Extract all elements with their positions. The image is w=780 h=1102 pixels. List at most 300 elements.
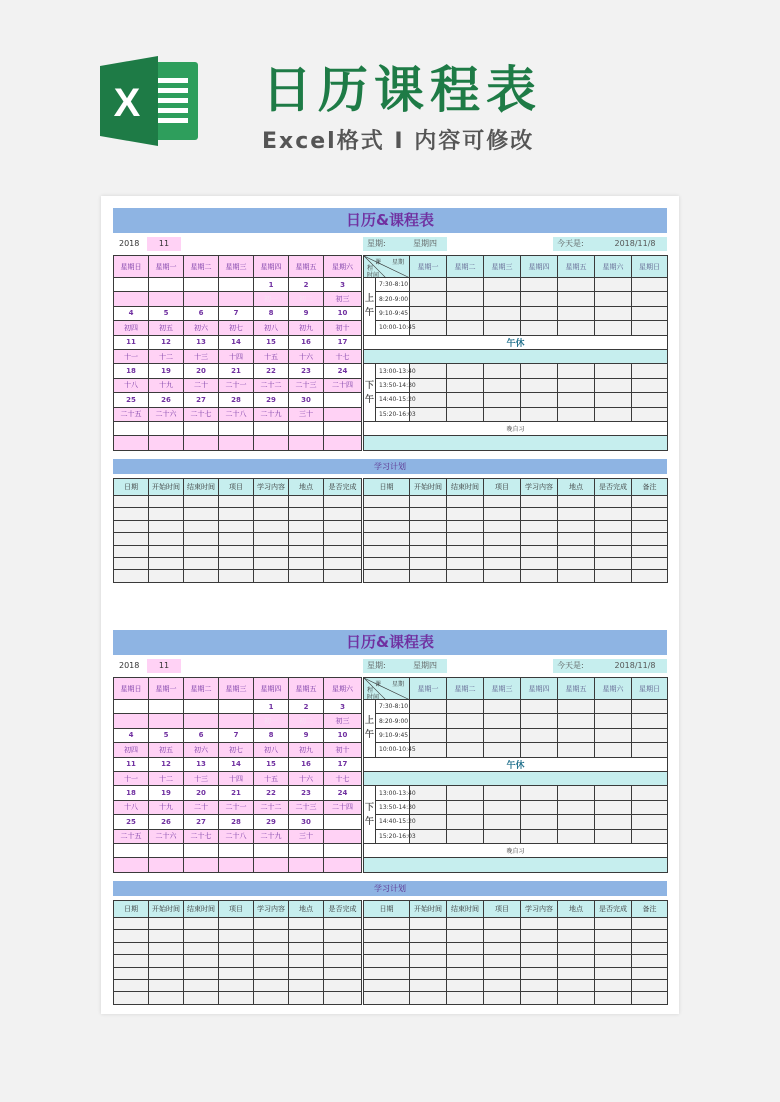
class-cell[interactable] (521, 815, 558, 829)
plan-cell[interactable] (364, 557, 410, 569)
plan-cell[interactable] (149, 557, 184, 569)
plan-cell[interactable] (521, 942, 558, 954)
class-cell[interactable] (484, 364, 521, 378)
plan-cell[interactable] (484, 508, 521, 520)
month-cell[interactable]: 11 (147, 659, 181, 673)
day-cell[interactable]: 27 (184, 815, 219, 829)
plan-cell[interactable] (410, 533, 447, 545)
day-cell[interactable]: 7 (219, 728, 254, 742)
plan-cell[interactable] (558, 508, 595, 520)
class-cell[interactable] (558, 743, 595, 757)
class-cell[interactable] (632, 278, 668, 292)
plan-cell[interactable] (595, 570, 632, 582)
year-cell[interactable]: 2018 (113, 659, 147, 673)
class-cell[interactable] (484, 728, 521, 742)
day-cell[interactable]: 9 (289, 728, 324, 742)
class-cell[interactable] (558, 786, 595, 800)
plan-cell[interactable] (324, 496, 362, 508)
day-cell[interactable] (324, 815, 362, 829)
class-cell[interactable] (558, 364, 595, 378)
plan-cell[interactable] (364, 520, 410, 532)
class-cell[interactable] (558, 292, 595, 306)
class-cell[interactable] (484, 714, 521, 728)
plan-cell[interactable] (219, 930, 254, 942)
class-cell[interactable] (521, 407, 558, 421)
day-cell[interactable]: 22 (254, 786, 289, 800)
plan-cell[interactable] (595, 520, 632, 532)
plan-cell[interactable] (324, 918, 362, 930)
plan-cell[interactable] (410, 955, 447, 967)
plan-cell[interactable] (114, 967, 149, 979)
class-cell[interactable] (484, 800, 521, 814)
plan-cell[interactable] (632, 496, 668, 508)
plan-cell[interactable] (149, 570, 184, 582)
plan-cell[interactable] (410, 520, 447, 532)
class-cell[interactable] (595, 800, 632, 814)
plan-cell[interactable] (184, 942, 219, 954)
plan-cell[interactable] (447, 557, 484, 569)
day-cell[interactable]: 20 (184, 786, 219, 800)
day-cell[interactable]: 10 (324, 728, 362, 742)
day-cell[interactable] (219, 700, 254, 714)
day-cell[interactable]: 18 (114, 786, 149, 800)
day-cell[interactable] (324, 843, 362, 857)
plan-cell[interactable] (219, 533, 254, 545)
plan-cell[interactable] (521, 955, 558, 967)
day-cell[interactable]: 28 (219, 815, 254, 829)
class-cell[interactable] (595, 714, 632, 728)
day-cell[interactable] (289, 421, 324, 435)
plan-cell[interactable] (149, 533, 184, 545)
plan-cell[interactable] (289, 533, 324, 545)
plan-cell[interactable] (114, 955, 149, 967)
day-cell[interactable]: 27 (184, 393, 219, 407)
day-cell[interactable]: 13 (184, 335, 219, 349)
plan-cell[interactable] (219, 967, 254, 979)
class-cell[interactable] (484, 700, 521, 714)
plan-cell[interactable] (364, 967, 410, 979)
class-cell[interactable] (632, 800, 668, 814)
day-cell[interactable]: 6 (184, 728, 219, 742)
class-cell[interactable] (632, 786, 668, 800)
class-cell[interactable] (447, 321, 484, 335)
plan-cell[interactable] (632, 930, 668, 942)
plan-cell[interactable] (558, 967, 595, 979)
day-cell[interactable]: 24 (324, 364, 362, 378)
day-cell[interactable] (324, 421, 362, 435)
plan-cell[interactable] (254, 557, 289, 569)
plan-cell[interactable] (484, 570, 521, 582)
plan-cell[interactable] (484, 967, 521, 979)
class-cell[interactable] (447, 728, 484, 742)
day-cell[interactable]: 26 (149, 393, 184, 407)
day-cell[interactable]: 21 (219, 786, 254, 800)
day-cell[interactable]: 15 (254, 335, 289, 349)
class-cell[interactable] (521, 321, 558, 335)
day-cell[interactable] (184, 700, 219, 714)
plan-cell[interactable] (595, 930, 632, 942)
plan-cell[interactable] (289, 955, 324, 967)
plan-cell[interactable] (149, 942, 184, 954)
plan-cell[interactable] (114, 570, 149, 582)
plan-cell[interactable] (632, 508, 668, 520)
plan-cell[interactable] (324, 979, 362, 991)
plan-cell[interactable] (324, 992, 362, 1004)
plan-cell[interactable] (289, 557, 324, 569)
day-cell[interactable]: 28 (219, 393, 254, 407)
plan-cell[interactable] (184, 520, 219, 532)
plan-cell[interactable] (558, 992, 595, 1004)
plan-cell[interactable] (364, 570, 410, 582)
day-cell[interactable]: 17 (324, 335, 362, 349)
class-cell[interactable] (558, 800, 595, 814)
day-cell[interactable]: 16 (289, 335, 324, 349)
plan-cell[interactable] (324, 520, 362, 532)
plan-cell[interactable] (632, 979, 668, 991)
plan-cell[interactable] (595, 508, 632, 520)
class-cell[interactable] (595, 393, 632, 407)
day-cell[interactable] (149, 843, 184, 857)
plan-cell[interactable] (410, 557, 447, 569)
plan-cell[interactable] (219, 942, 254, 954)
plan-cell[interactable] (289, 930, 324, 942)
class-cell[interactable] (447, 786, 484, 800)
month-cell[interactable]: 11 (147, 237, 181, 251)
plan-cell[interactable] (289, 992, 324, 1004)
plan-cell[interactable] (114, 496, 149, 508)
class-cell[interactable] (484, 393, 521, 407)
day-cell[interactable] (149, 278, 184, 292)
plan-cell[interactable] (324, 557, 362, 569)
plan-cell[interactable] (324, 570, 362, 582)
plan-cell[interactable] (521, 508, 558, 520)
plan-cell[interactable] (114, 545, 149, 557)
plan-cell[interactable] (484, 942, 521, 954)
day-cell[interactable] (184, 843, 219, 857)
plan-cell[interactable] (219, 979, 254, 991)
plan-cell[interactable] (410, 570, 447, 582)
class-cell[interactable] (410, 714, 447, 728)
day-cell[interactable]: 1 (254, 278, 289, 292)
class-cell[interactable] (595, 278, 632, 292)
day-cell[interactable] (149, 700, 184, 714)
plan-cell[interactable] (364, 918, 410, 930)
plan-cell[interactable] (558, 942, 595, 954)
day-cell[interactable]: 12 (149, 335, 184, 349)
plan-cell[interactable] (364, 992, 410, 1004)
plan-cell[interactable] (254, 918, 289, 930)
class-cell[interactable] (558, 829, 595, 843)
plan-cell[interactable] (149, 992, 184, 1004)
class-cell[interactable] (410, 292, 447, 306)
day-cell[interactable]: 18 (114, 364, 149, 378)
class-cell[interactable] (558, 393, 595, 407)
plan-cell[interactable] (289, 570, 324, 582)
plan-cell[interactable] (447, 545, 484, 557)
plan-cell[interactable] (595, 557, 632, 569)
plan-cell[interactable] (521, 545, 558, 557)
class-cell[interactable] (595, 728, 632, 742)
day-cell[interactable] (114, 843, 149, 857)
plan-cell[interactable] (484, 533, 521, 545)
plan-cell[interactable] (595, 942, 632, 954)
plan-cell[interactable] (447, 520, 484, 532)
plan-cell[interactable] (595, 979, 632, 991)
day-cell[interactable]: 30 (289, 393, 324, 407)
class-cell[interactable] (632, 393, 668, 407)
plan-cell[interactable] (289, 520, 324, 532)
plan-cell[interactable] (184, 967, 219, 979)
day-cell[interactable]: 23 (289, 786, 324, 800)
day-cell[interactable]: 16 (289, 757, 324, 771)
plan-cell[interactable] (595, 918, 632, 930)
plan-cell[interactable] (484, 979, 521, 991)
plan-cell[interactable] (558, 918, 595, 930)
class-cell[interactable] (558, 407, 595, 421)
plan-cell[interactable] (447, 979, 484, 991)
class-cell[interactable] (595, 292, 632, 306)
plan-cell[interactable] (447, 570, 484, 582)
plan-cell[interactable] (447, 930, 484, 942)
plan-cell[interactable] (484, 955, 521, 967)
day-cell[interactable]: 10 (324, 306, 362, 320)
class-cell[interactable] (521, 714, 558, 728)
class-cell[interactable] (595, 407, 632, 421)
plan-cell[interactable] (324, 955, 362, 967)
day-cell[interactable]: 22 (254, 364, 289, 378)
day-cell[interactable] (114, 421, 149, 435)
class-cell[interactable] (484, 815, 521, 829)
day-cell[interactable]: 14 (219, 335, 254, 349)
plan-cell[interactable] (410, 942, 447, 954)
class-cell[interactable] (558, 321, 595, 335)
plan-cell[interactable] (289, 967, 324, 979)
day-cell[interactable] (219, 278, 254, 292)
class-cell[interactable] (595, 306, 632, 320)
plan-cell[interactable] (364, 545, 410, 557)
plan-cell[interactable] (447, 955, 484, 967)
day-cell[interactable]: 29 (254, 815, 289, 829)
plan-cell[interactable] (410, 496, 447, 508)
plan-cell[interactable] (149, 508, 184, 520)
day-cell[interactable]: 4 (114, 728, 149, 742)
plan-cell[interactable] (219, 570, 254, 582)
class-cell[interactable] (558, 700, 595, 714)
plan-cell[interactable] (632, 992, 668, 1004)
plan-cell[interactable] (632, 967, 668, 979)
plan-cell[interactable] (289, 979, 324, 991)
class-cell[interactable] (410, 306, 447, 320)
plan-cell[interactable] (324, 508, 362, 520)
day-cell[interactable]: 15 (254, 757, 289, 771)
day-cell[interactable]: 11 (114, 335, 149, 349)
class-cell[interactable] (558, 278, 595, 292)
day-cell[interactable]: 1 (254, 700, 289, 714)
plan-cell[interactable] (114, 979, 149, 991)
class-cell[interactable] (447, 743, 484, 757)
plan-cell[interactable] (184, 533, 219, 545)
plan-cell[interactable] (364, 508, 410, 520)
plan-cell[interactable] (632, 955, 668, 967)
class-cell[interactable] (632, 700, 668, 714)
plan-cell[interactable] (632, 918, 668, 930)
day-cell[interactable]: 14 (219, 757, 254, 771)
plan-cell[interactable] (289, 918, 324, 930)
class-cell[interactable] (595, 829, 632, 843)
class-cell[interactable] (447, 378, 484, 392)
plan-cell[interactable] (254, 533, 289, 545)
day-cell[interactable]: 17 (324, 757, 362, 771)
plan-cell[interactable] (447, 496, 484, 508)
class-cell[interactable] (632, 364, 668, 378)
day-cell[interactable] (114, 700, 149, 714)
plan-cell[interactable] (254, 520, 289, 532)
year-cell[interactable]: 2018 (113, 237, 147, 251)
class-cell[interactable] (521, 393, 558, 407)
class-cell[interactable] (521, 800, 558, 814)
day-cell[interactable] (324, 393, 362, 407)
plan-cell[interactable] (447, 533, 484, 545)
class-cell[interactable] (447, 815, 484, 829)
plan-cell[interactable] (558, 955, 595, 967)
plan-cell[interactable] (558, 979, 595, 991)
day-cell[interactable]: 11 (114, 757, 149, 771)
plan-cell[interactable] (254, 496, 289, 508)
plan-cell[interactable] (410, 545, 447, 557)
plan-cell[interactable] (595, 992, 632, 1004)
plan-cell[interactable] (447, 942, 484, 954)
plan-cell[interactable] (521, 557, 558, 569)
class-cell[interactable] (410, 728, 447, 742)
class-cell[interactable] (558, 714, 595, 728)
plan-cell[interactable] (149, 967, 184, 979)
day-cell[interactable]: 8 (254, 306, 289, 320)
plan-cell[interactable] (364, 533, 410, 545)
plan-cell[interactable] (364, 496, 410, 508)
plan-cell[interactable] (447, 918, 484, 930)
plan-cell[interactable] (632, 570, 668, 582)
class-cell[interactable] (632, 306, 668, 320)
day-cell[interactable]: 9 (289, 306, 324, 320)
class-cell[interactable] (595, 786, 632, 800)
class-cell[interactable] (447, 292, 484, 306)
class-cell[interactable] (521, 728, 558, 742)
class-cell[interactable] (632, 714, 668, 728)
class-cell[interactable] (484, 407, 521, 421)
plan-cell[interactable] (364, 930, 410, 942)
plan-cell[interactable] (184, 979, 219, 991)
plan-cell[interactable] (558, 545, 595, 557)
plan-cell[interactable] (410, 930, 447, 942)
plan-cell[interactable] (114, 942, 149, 954)
plan-cell[interactable] (184, 992, 219, 1004)
class-cell[interactable] (484, 829, 521, 843)
plan-cell[interactable] (184, 570, 219, 582)
plan-cell[interactable] (521, 918, 558, 930)
plan-cell[interactable] (289, 942, 324, 954)
plan-cell[interactable] (114, 918, 149, 930)
plan-cell[interactable] (558, 520, 595, 532)
day-cell[interactable] (149, 421, 184, 435)
day-cell[interactable]: 23 (289, 364, 324, 378)
day-cell[interactable]: 30 (289, 815, 324, 829)
plan-cell[interactable] (254, 942, 289, 954)
plan-cell[interactable] (595, 545, 632, 557)
plan-cell[interactable] (364, 955, 410, 967)
plan-cell[interactable] (184, 918, 219, 930)
plan-cell[interactable] (558, 930, 595, 942)
plan-cell[interactable] (219, 955, 254, 967)
plan-cell[interactable] (324, 533, 362, 545)
plan-cell[interactable] (484, 557, 521, 569)
plan-cell[interactable] (521, 967, 558, 979)
plan-cell[interactable] (632, 545, 668, 557)
plan-cell[interactable] (410, 967, 447, 979)
class-cell[interactable] (447, 278, 484, 292)
plan-cell[interactable] (254, 955, 289, 967)
class-cell[interactable] (521, 278, 558, 292)
plan-cell[interactable] (484, 930, 521, 942)
class-cell[interactable] (484, 321, 521, 335)
plan-cell[interactable] (484, 992, 521, 1004)
plan-cell[interactable] (595, 533, 632, 545)
class-cell[interactable] (521, 306, 558, 320)
plan-cell[interactable] (254, 967, 289, 979)
plan-cell[interactable] (114, 520, 149, 532)
plan-cell[interactable] (521, 496, 558, 508)
class-cell[interactable] (521, 292, 558, 306)
day-cell[interactable]: 7 (219, 306, 254, 320)
class-cell[interactable] (595, 378, 632, 392)
plan-cell[interactable] (324, 942, 362, 954)
day-cell[interactable]: 5 (149, 728, 184, 742)
class-cell[interactable] (484, 278, 521, 292)
day-cell[interactable] (114, 278, 149, 292)
plan-cell[interactable] (149, 955, 184, 967)
class-cell[interactable] (632, 407, 668, 421)
plan-cell[interactable] (632, 942, 668, 954)
plan-cell[interactable] (447, 967, 484, 979)
plan-cell[interactable] (184, 955, 219, 967)
day-cell[interactable]: 25 (114, 815, 149, 829)
class-cell[interactable] (595, 321, 632, 335)
plan-cell[interactable] (410, 918, 447, 930)
plan-cell[interactable] (521, 533, 558, 545)
class-cell[interactable] (447, 829, 484, 843)
class-cell[interactable] (521, 829, 558, 843)
class-cell[interactable] (558, 306, 595, 320)
day-cell[interactable] (219, 421, 254, 435)
plan-cell[interactable] (410, 979, 447, 991)
plan-cell[interactable] (114, 557, 149, 569)
day-cell[interactable] (289, 843, 324, 857)
plan-cell[interactable] (219, 557, 254, 569)
day-cell[interactable]: 26 (149, 815, 184, 829)
plan-cell[interactable] (632, 520, 668, 532)
plan-cell[interactable] (521, 979, 558, 991)
class-cell[interactable] (484, 743, 521, 757)
plan-cell[interactable] (632, 533, 668, 545)
plan-cell[interactable] (149, 520, 184, 532)
plan-cell[interactable] (219, 992, 254, 1004)
day-cell[interactable] (219, 843, 254, 857)
day-cell[interactable]: 25 (114, 393, 149, 407)
day-cell[interactable]: 5 (149, 306, 184, 320)
class-cell[interactable] (521, 700, 558, 714)
plan-cell[interactable] (149, 918, 184, 930)
plan-cell[interactable] (184, 557, 219, 569)
plan-cell[interactable] (558, 570, 595, 582)
